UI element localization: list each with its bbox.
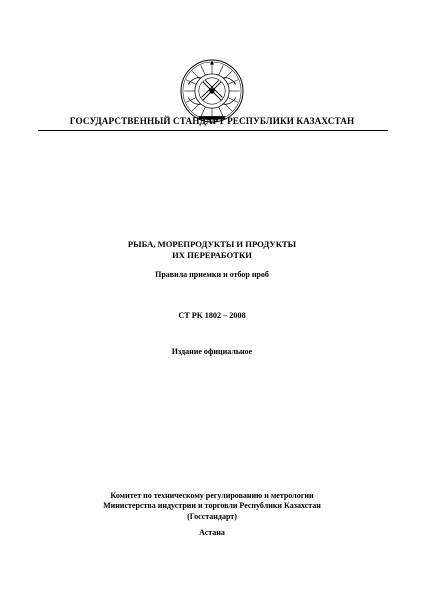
document-title [0, 239, 424, 261]
publisher-line: (Госстандарт) [187, 511, 237, 521]
title-line: РЫБА, МОРЕПРОДУКТЫ И ПРОДУКТЫ [127, 239, 297, 249]
kazakhstan-state-emblem-icon [179, 58, 245, 124]
publisher-line: Министерства индустрии и торговли Республики Казахстан [103, 501, 321, 511]
title-line: ИХ ПЕРЕРАБОТКИ [172, 250, 252, 260]
publisher-line: Комитет по техническому регулированию и метрологии [110, 491, 314, 500]
standard-number: СТ РК 1802 – 2008 [178, 311, 246, 320]
edition-label: Издание официальное [171, 347, 253, 356]
standard-header: ГОСУДАРСТВЕННЫЙ СТАНДАРТ РЕСПУБЛИКИ КАЗАХСТАН [69, 116, 355, 126]
publication-city: Астана [199, 528, 225, 537]
publisher-block [0, 491, 424, 522]
document-subtitle: Правила приемки и отбор проб [155, 270, 269, 279]
header-divider [38, 130, 388, 131]
